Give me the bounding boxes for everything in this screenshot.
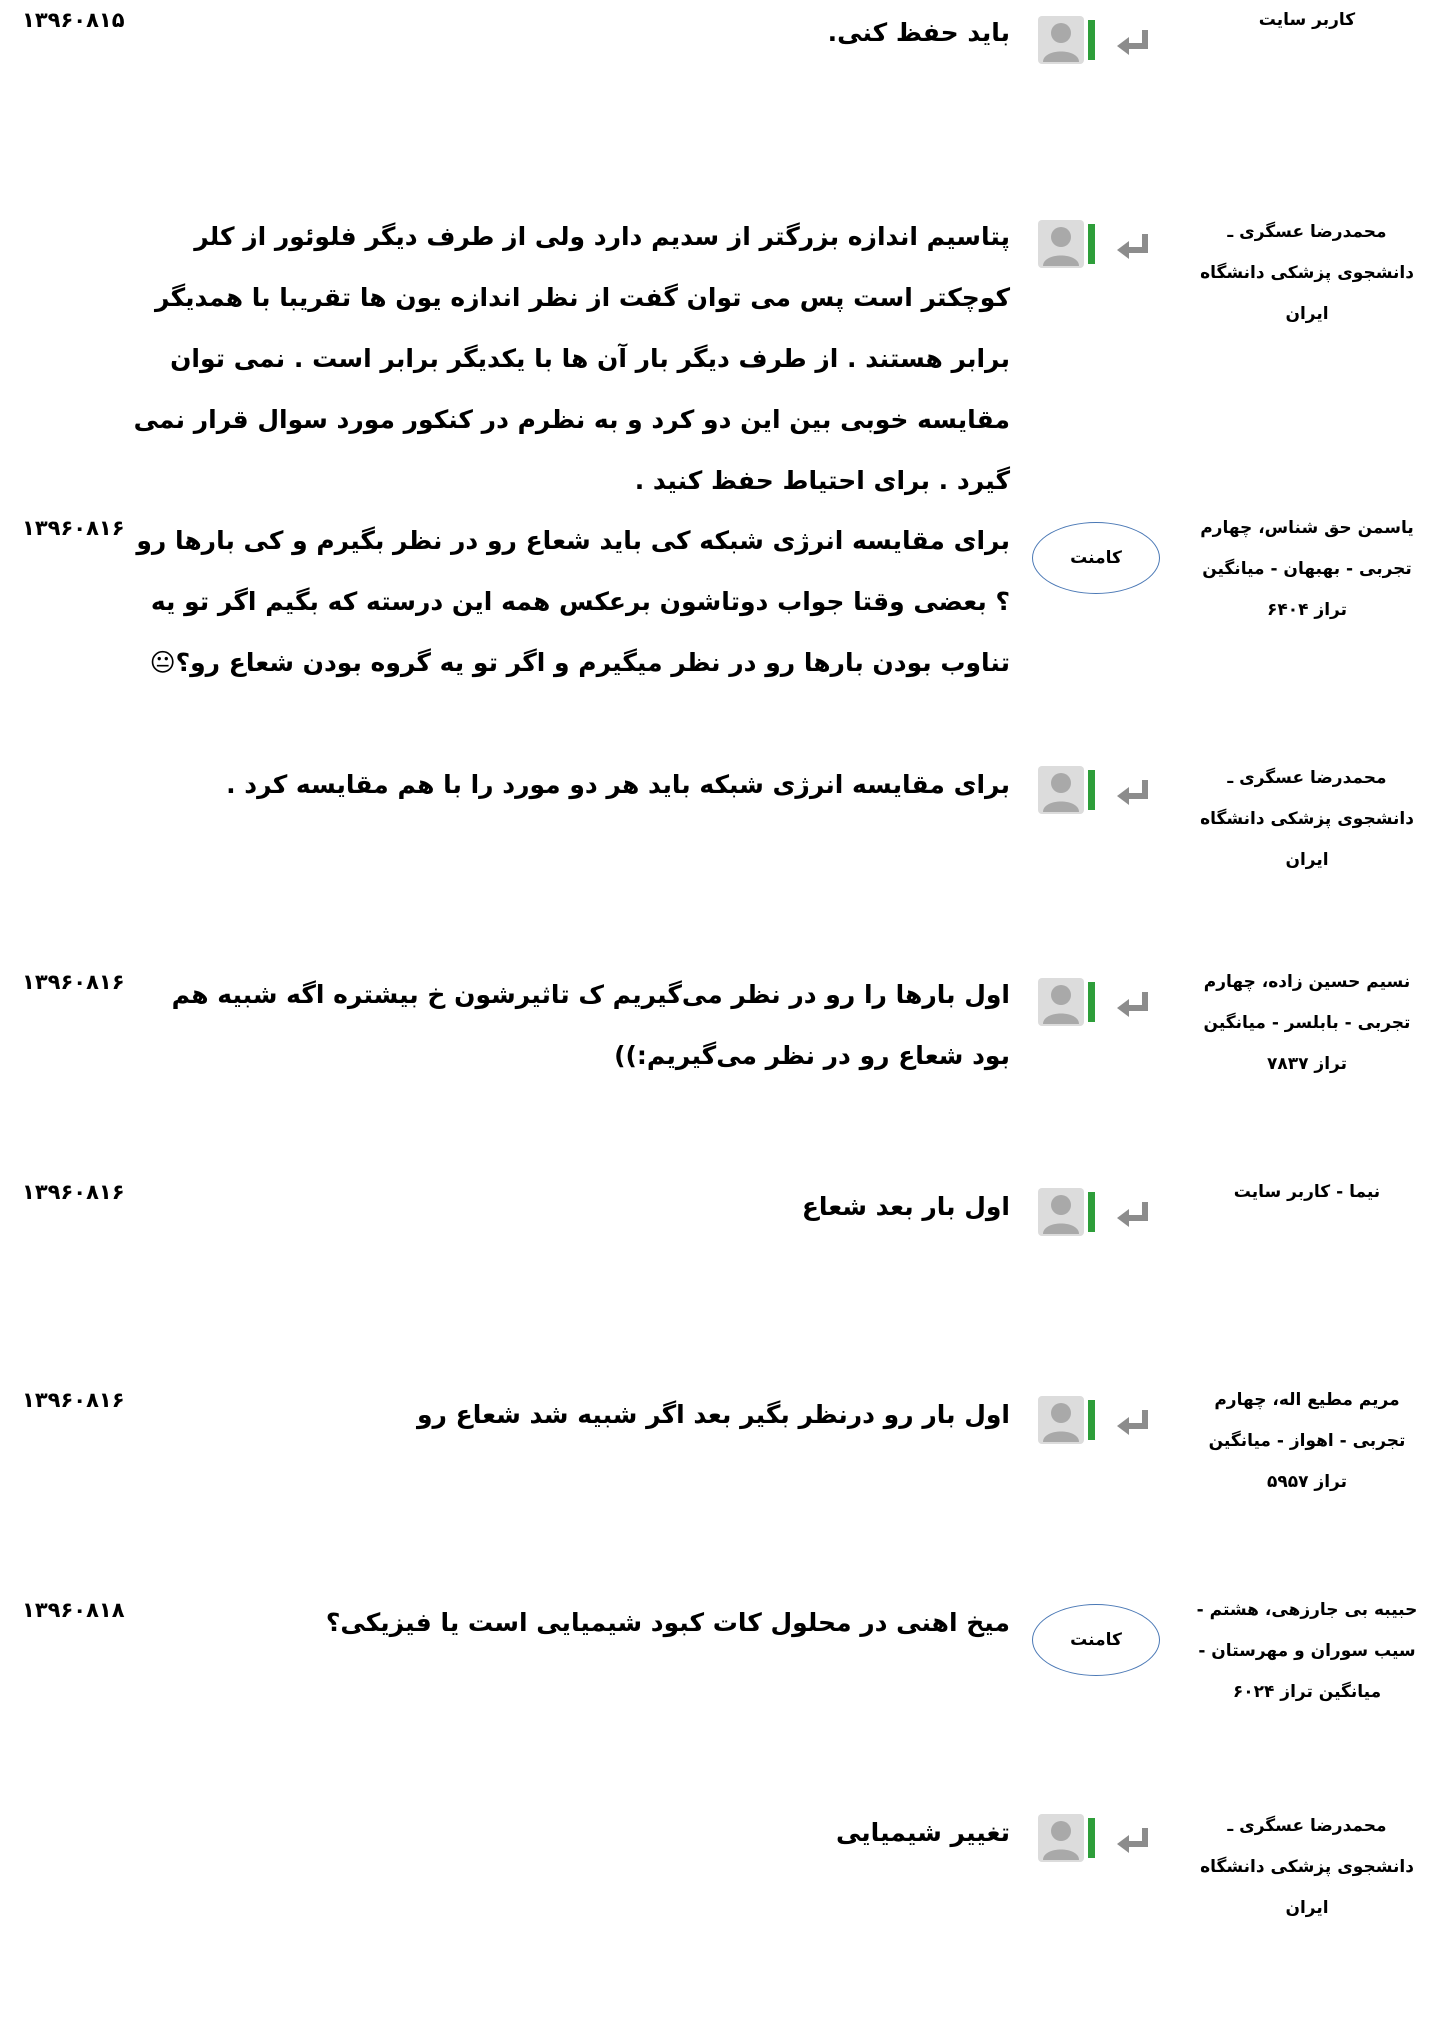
avatar-icon xyxy=(1036,976,1100,1028)
comment-text: میخ اهنی در محلول کات کبود شیمیایی است یا فیزیکی؟ xyxy=(325,1608,1010,1637)
comment-text: اول بار رو درنظر بگیر بعد اگر شبیه شد شعاع رو xyxy=(416,1400,1010,1429)
comment-text: پتاسیم اندازه بزرگتر از سدیم دارد ولی از طرف دیگر فلوئور از کلر کوچکتر است پس می توان گفت از نظر اندازه یون ها تقریبا با همدیگر برابر هستند . از طرف دیگر بار آن ها با یکدیگر برابر است . نمی توان مقایسه خوبی بین این دو کرد و به نظرم در کنکور مورد سوال قرار نمی گیرد . برای احتیاط حفظ کنید . xyxy=(133,222,1010,495)
reply-arrow-icon[interactable] xyxy=(1113,230,1155,266)
comment-button[interactable]: کامنت xyxy=(1032,522,1160,594)
avatar-icon xyxy=(1036,1394,1100,1446)
comment-author[interactable]: محمدرضا عسگری ـ دانشجوی پزشکی دانشگاه ایران xyxy=(1200,1816,1414,1918)
comment-author[interactable]: مریم مطیع اله، چهارم تجربی - اهواز - میانگین تراز ۵۹۵۷ xyxy=(1208,1390,1406,1492)
reply-arrow-icon[interactable] xyxy=(1113,988,1155,1024)
comment-author[interactable]: کاربر سایت xyxy=(1258,10,1356,30)
comment-date: ۱۳۹۶۰۸۱۶ xyxy=(22,1388,125,1412)
comment-author[interactable]: حبیبه بی جارزهی، هشتم - سیب سوران و مهرستان - میانگین تراز ۶۰۲۴ xyxy=(1196,1600,1418,1702)
avatar-icon xyxy=(1036,1186,1100,1238)
comment-text: اول بار بعد شعاع xyxy=(801,1192,1010,1221)
comment-date: ۱۳۹۶۰۸۱۶ xyxy=(22,970,125,994)
comment-date: ۱۳۹۶۰۸۱۸ xyxy=(22,1598,125,1622)
comment-author[interactable]: نسیم حسین زاده، چهارم تجربی - بابلسر - میانگین تراز ۷۸۳۷ xyxy=(1203,972,1411,1074)
comment-author[interactable]: یاسمن حق شناس، چهارم تجربی - بهبهان - میانگین تراز ۶۴۰۴ xyxy=(1200,518,1414,620)
comment-date: ۱۳۹۶۰۸۱۶ xyxy=(22,516,125,540)
reply-arrow-icon[interactable] xyxy=(1113,1198,1155,1234)
comment-author[interactable]: محمدرضا عسگری ـ دانشجوی پزشکی دانشگاه ایران xyxy=(1200,222,1414,324)
avatar-icon xyxy=(1036,14,1100,66)
comment-author[interactable]: محمدرضا عسگری ـ دانشجوی پزشکی دانشگاه ایران xyxy=(1200,768,1414,870)
comment-text: اول بارها را رو در نظر می‌گیریم ک تاثیرشون خ بیشتره اگه شبیه هم بود شعاع رو در نظر می‌گیریم:)) xyxy=(171,980,1010,1070)
comment-author[interactable]: نیما - کاربر سایت xyxy=(1233,1182,1381,1202)
comment-text: برای مقایسه انرژی شبکه کی باید شعاع رو در نظر بگیرم و کی بارها رو ؟ بعضی وقتا جواب دوتاشون برعکس همه این درسته که بگیم اگر تو یه تناوب بودن بارها رو در نظر میگیرم و اگر تو یه گروه بودن شعاع رو؟😐 xyxy=(136,526,1010,677)
avatar-icon xyxy=(1036,764,1100,816)
comment-text: تغییر شیمیایی xyxy=(836,1818,1010,1847)
comment-button[interactable]: کامنت xyxy=(1032,1604,1160,1676)
comment-date: ۱۳۹۶۰۸۱۶ xyxy=(22,1180,125,1204)
avatar-icon xyxy=(1036,218,1100,270)
reply-arrow-icon[interactable] xyxy=(1113,1406,1155,1442)
avatar-icon xyxy=(1036,1812,1100,1864)
reply-arrow-icon[interactable] xyxy=(1113,1824,1155,1860)
reply-arrow-icon[interactable] xyxy=(1113,776,1155,812)
comment-date: ۱۳۹۶۰۸۱۵ xyxy=(22,8,125,32)
comment-text: برای مقایسه انرژی شبکه باید هر دو مورد را با هم مقایسه کرد . xyxy=(226,770,1010,799)
reply-arrow-icon[interactable] xyxy=(1113,26,1155,62)
comment-text: باید حفظ کنی. xyxy=(827,18,1010,47)
